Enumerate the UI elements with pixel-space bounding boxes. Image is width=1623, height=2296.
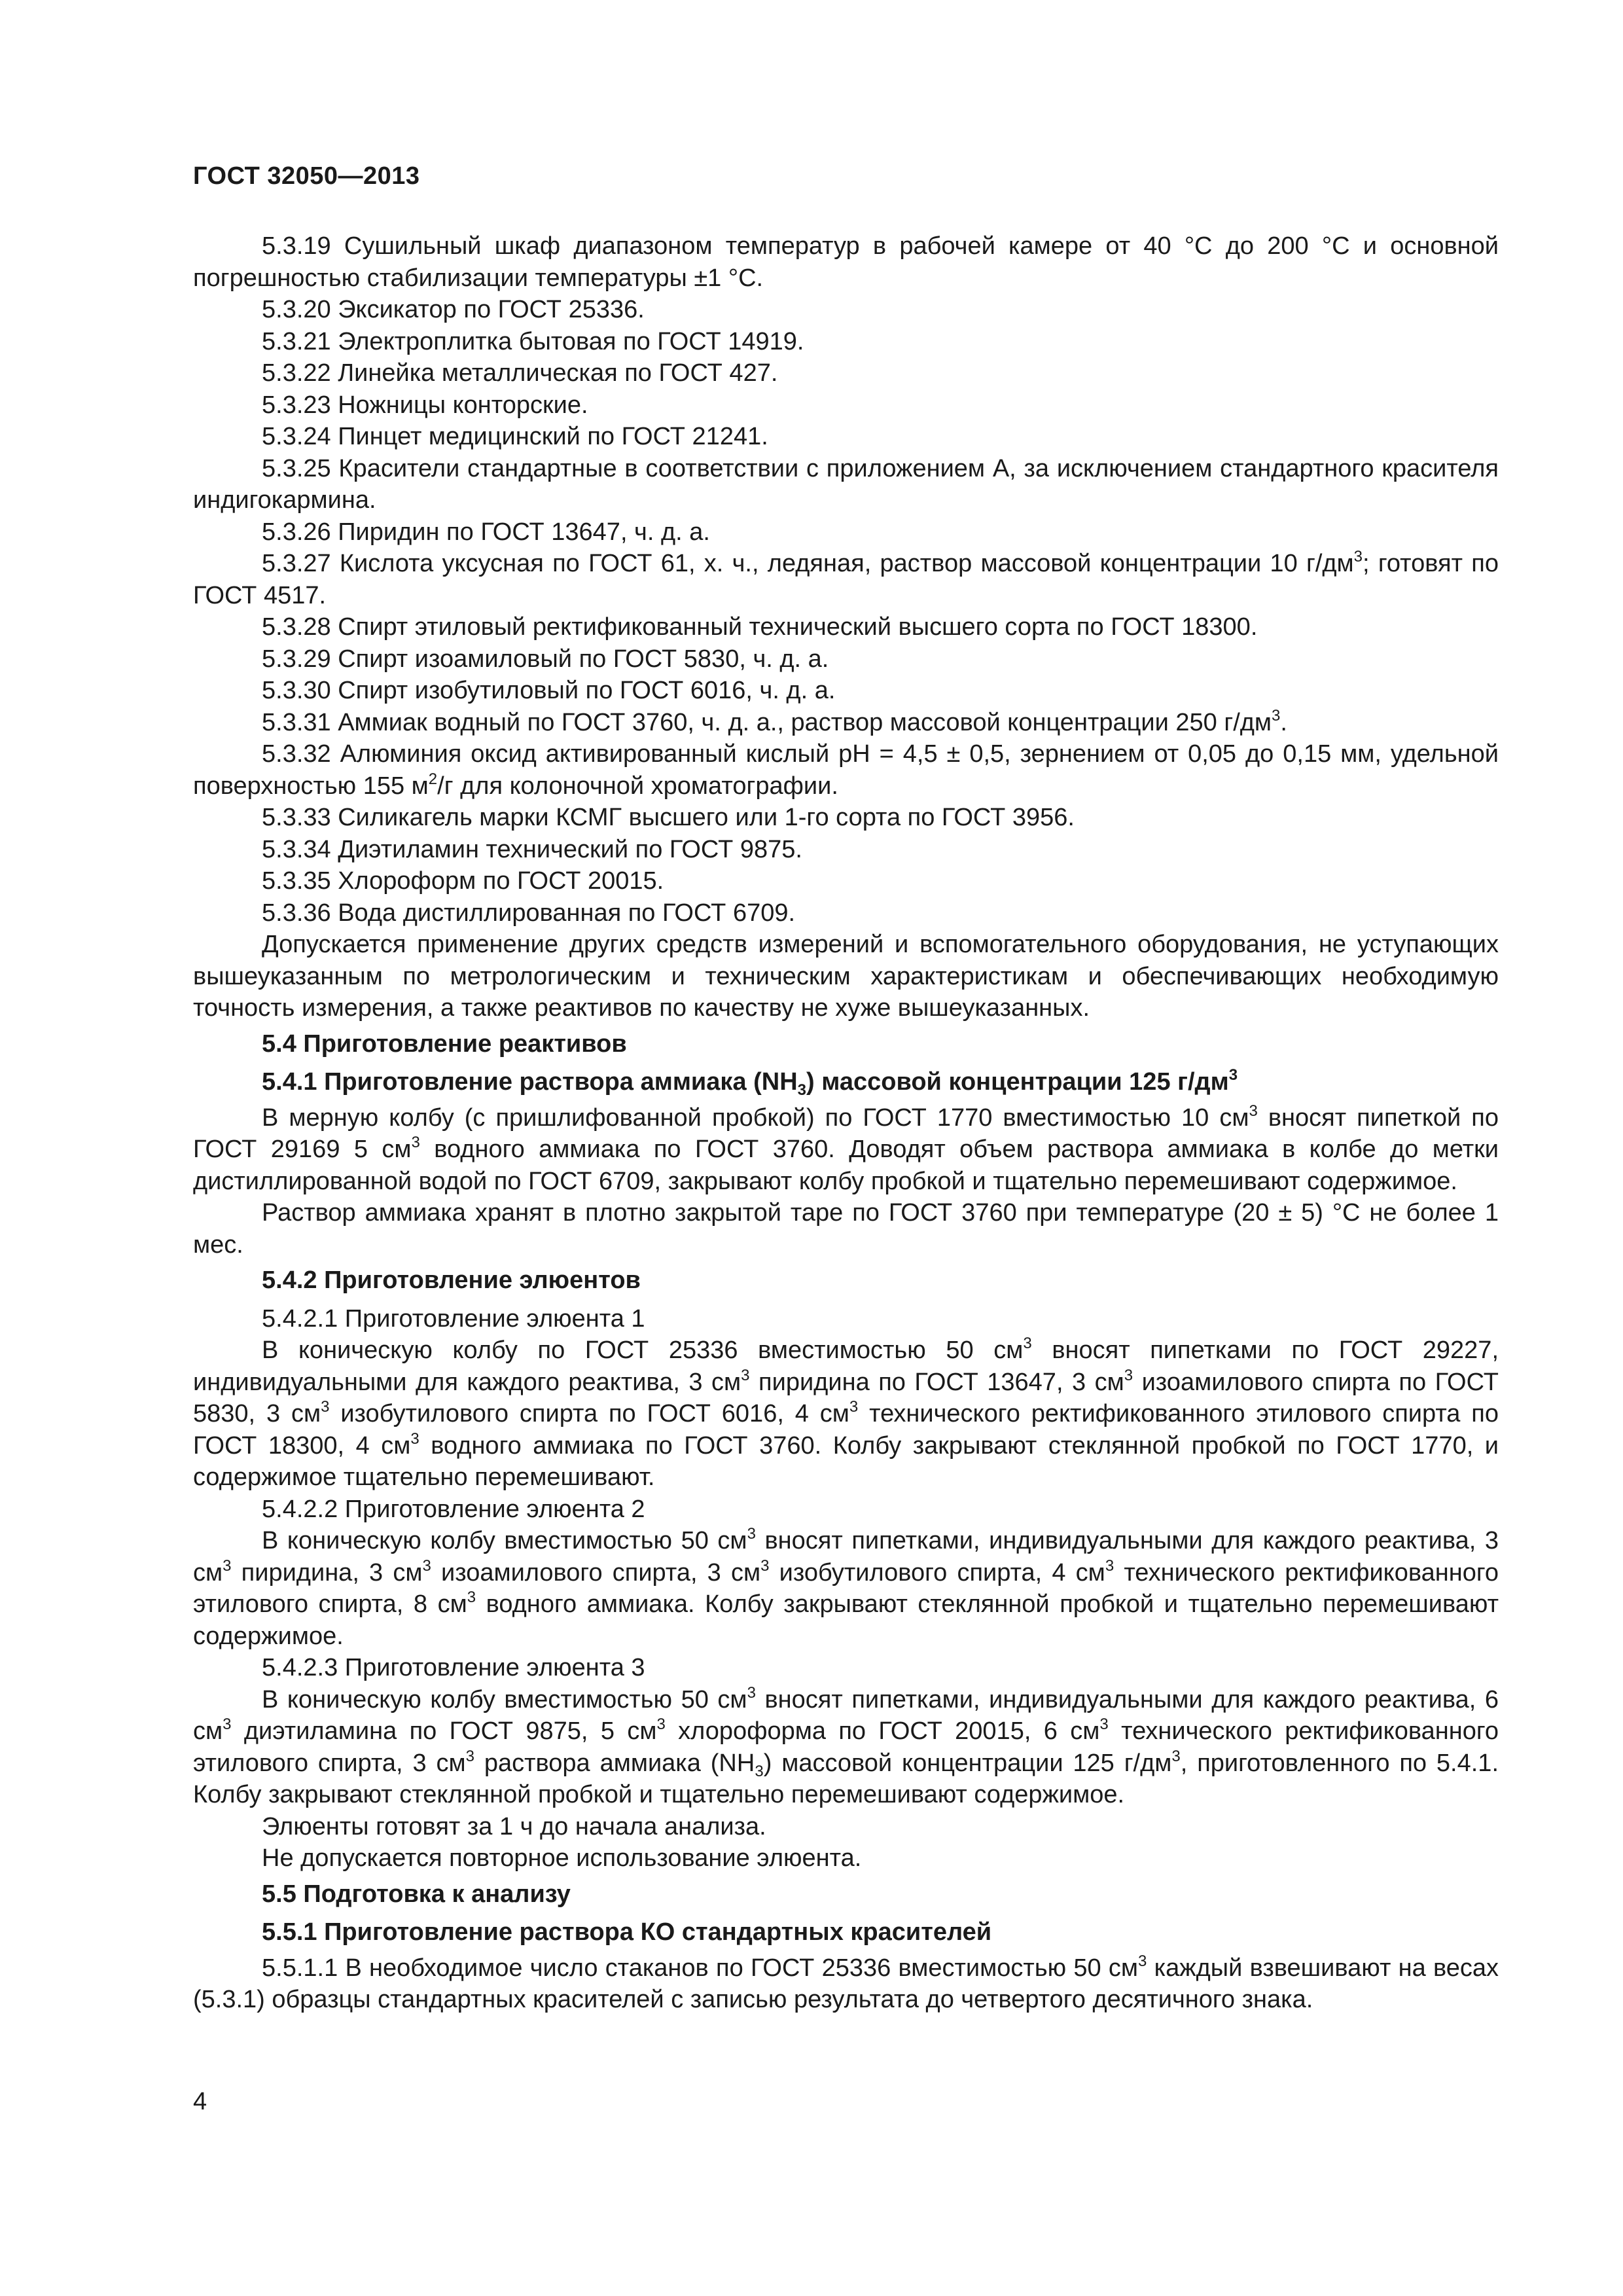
- body-paragraph: 5.3.29 Спирт изоамиловый по ГОСТ 5830, ч. д. а.: [262, 645, 829, 673]
- body-paragraph: 5.3.22 Линейка металлическая по ГОСТ 427.: [262, 359, 778, 387]
- body-paragraph: 5.3.24 Пинцет медицинский по ГОСТ 21241.: [262, 423, 768, 450]
- body-paragraph: 5.3.23 Ножницы конторские.: [262, 391, 588, 419]
- document-body: [193, 230, 1499, 2016]
- section-heading: 5.4 Приготовление реактивов: [262, 1030, 627, 1058]
- body-paragraph: 5.3.19 Сушильный шкаф диапазоном температур в рабочей камере от 40 °C до 200 °C и основной погрешностью стабилизации температуры ±1 °C.: [193, 232, 1499, 292]
- body-paragraph: Элюенты готовят за 1 ч до начала анализа.: [262, 1812, 766, 1840]
- body-paragraph: В коническую колбу по ГОСТ 25336 вместимостью 50 $см^3$ вносят пипетками по ГОСТ 29227, индивидуальными для каждого реактива, 3 $см^3$ пиридина по ГОСТ 13647, 3 $см^3$ изоамилового спирта по ГОСТ 5830, 3 $см^3$ изобутилового спирта по ГОСТ 6016, 4 $см^3$ технического ректификованного этилового спирта по ГОСТ 18300, 4 $см^3$ водного аммиака по ГОСТ 3760. Колбу закрывают стеклянной пробкой по ГОСТ 1770, и содержимое тщательно перемешивают.: [193, 1335, 1499, 1491]
- body-paragraph: 5.3.26 Пиридин по ГОСТ 13647, ч. д. а.: [262, 518, 710, 546]
- page-number: 4: [193, 2088, 207, 2115]
- body-paragraph: 5.3.33 Силикагель марки КСМГ высшего или 1-го сорта по ГОСТ 3956.: [262, 804, 1075, 831]
- body-paragraph: 5.3.28 Спирт этиловый ректификованный технический высшего сорта по ГОСТ 18300.: [262, 613, 1258, 641]
- body-paragraph: 5.3.20 Эксикатор по ГОСТ 25336.: [262, 296, 645, 323]
- body-paragraph: Допускается применение других средств измерений и вспомогательного оборудования, не уступающих вышеуказанным по метрологическим и техническим характеристикам и обеспечивающих необходимую точность измерения, а также реактивов по качеству не хуже вышеуказанных.: [193, 931, 1499, 1022]
- body-paragraph: 5.4.2.2 Приготовление элюента 2: [262, 1495, 645, 1523]
- body-paragraph: 5.3.27 Кислота уксусная по ГОСТ 61, х. ч., ледяная, раствор массовой концентрации 10 $г/дм^3$; готовят по ГОСТ 4517.: [193, 548, 1499, 609]
- body-paragraph: В мерную колбу (с пришлифованной пробкой) по ГОСТ 1770 вместимостью 10 $см^3$ вносят пипеткой по ГОСТ 29169 5 $см^3$ водного аммиака по ГОСТ 3760. Доводят объем раствора аммиака в колбе до метки дистиллированной водой по ГОСТ 6709, закрывают колбу пробкой и тщательно перемешивают содержимое.: [193, 1102, 1499, 1195]
- body-paragraph: 5.3.36 Вода дистиллированная по ГОСТ 6709.: [262, 899, 796, 927]
- body-paragraph: 5.3.32 Алюминия оксид активированный кислый pH = 4,5 ± 0,5, зернением от 0,05 до 0,15 мм, удельной поверхностью 155 $м^2/г$ для колоночной хроматографии.: [193, 740, 1499, 800]
- body-paragraph: В коническую колбу вместимостью 50 $см^3$ вносят пипетками, индивидуальными для каждого реактива, 6 $см^3$ диэтиламина по ГОСТ 9875, 5 $см^3$ хлороформа по ГОСТ 20015, 6 $см^3$ технического ректификованного этилового спирта, 3 $см^3$ раствора аммиака $(NH_3)$ массовой концентрации 125 $г/дм^3$, приготовленного по 5.4.1. Колбу закрывают стеклянной пробкой и тщательно перемешивают содержимое.: [193, 1683, 1499, 1808]
- body-paragraph: 5.3.35 Хлороформ по ГОСТ 20015.: [262, 867, 664, 895]
- body-paragraph: Не допускается повторное использование элюента.: [262, 1844, 862, 1872]
- body-paragraph: 5.5.1.1 В необходимое число стаканов по ГОСТ 25336 вместимостью 50 $см^3$ каждый взвешивают на весах (5.3.1) образцы стандартных красителей с записью результата до четвертого десятичного знака.: [193, 1952, 1499, 2013]
- body-paragraph: В коническую колбу вместимостью 50 $см^3$ вносят пипетками, индивидуальными для каждого реактива, 3 $см^3$ пиридина, 3 $см^3$ изоамилового спирта, 3 $см^3$ изобутилового спирта, 4 $см^3$ технического ректификованного этилового спирта, 8 $см^3$ водного аммиака. Колбу закрывают стеклянной пробкой и тщательно перемешивают содержимое.: [193, 1525, 1499, 1650]
- body-paragraph: 5.4.2.3 Приготовление элюента 3: [262, 1654, 645, 1681]
- body-paragraph: 5.3.21 Электроплитка бытовая по ГОСТ 14919.: [262, 327, 804, 355]
- body-paragraph: 5.3.34 Диэтиламин технический по ГОСТ 9875.: [262, 835, 802, 863]
- body-paragraph: 5.3.30 Спирт изобутиловый по ГОСТ 6016, ч. д. а.: [262, 677, 836, 704]
- section-heading: 5.4.1 Приготовление раствора аммиака $(NH_3)$ массовой концентрации 125 $г/дм^3$: [262, 1066, 1238, 1099]
- body-paragraph: 5.3.31 Аммиак водный по ГОСТ 3760, ч. д. а., раствор массовой концентрации 250 $г/дм^3$.: [262, 706, 1287, 736]
- section-heading: 5.4.2 Приготовление элюентов: [262, 1266, 641, 1294]
- body-paragraph: 5.4.2.1 Приготовление элюента 1: [262, 1304, 645, 1333]
- body-paragraph: Раствор аммиака хранят в плотно закрытой таре по ГОСТ 3760 при температуре (20 ± 5) °C не более 1 мес.: [193, 1199, 1499, 1259]
- page-header-doc-id: ГОСТ 32050—2013: [193, 162, 420, 190]
- section-heading: 5.5 Подготовка к анализу: [262, 1880, 571, 1908]
- body-paragraph: 5.3.25 Красители стандартные в соответствии с приложением А, за исключением стандартного красителя индигокармина.: [193, 454, 1499, 514]
- section-heading: 5.5.1 Приготовление раствора КО стандартных красителей: [262, 1918, 992, 1946]
